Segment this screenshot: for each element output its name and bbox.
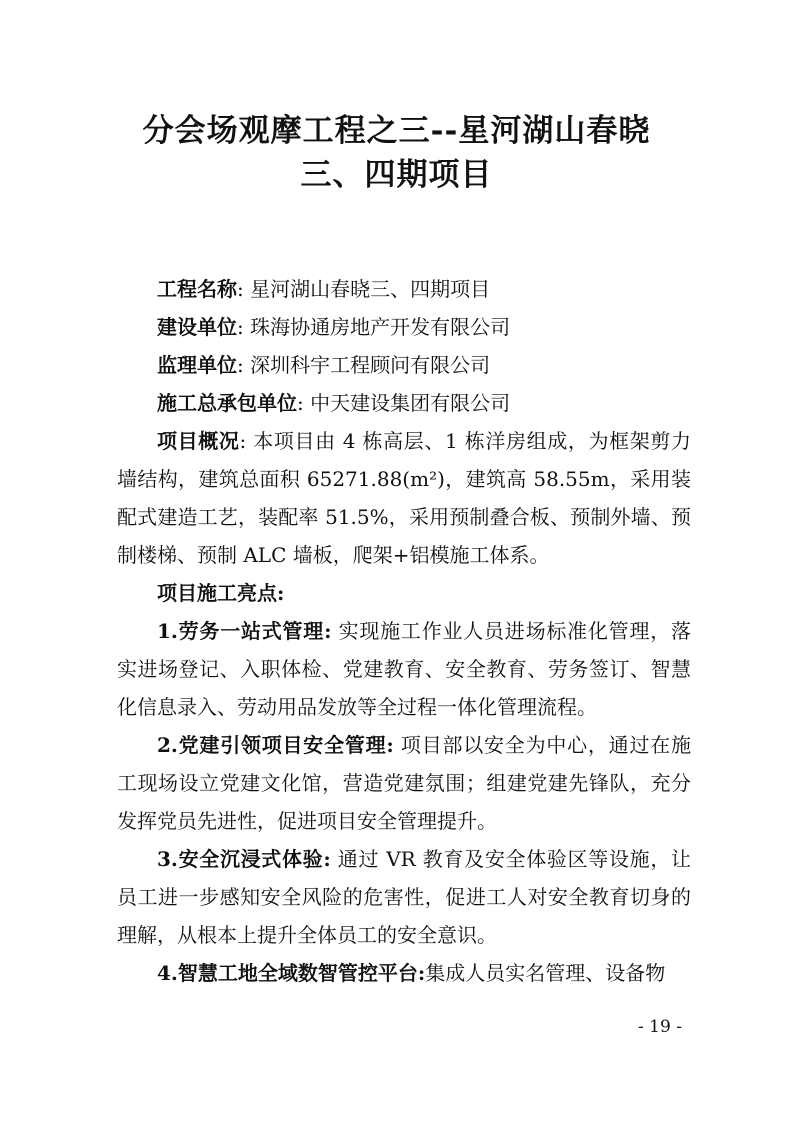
- highlight-4-label: 4.智慧工地全域数智管控平台:: [157, 961, 426, 985]
- highlight-item-3: [117, 840, 691, 954]
- page-number: - 19 -: [638, 1017, 682, 1037]
- overview-text: : 本项目由 4 栋高层、1 栋洋房组成，为框架剪力墙结构，建筑总面积 65271.88(m²)，建筑高 58.55m，采用装配式建造工艺，装配率 51.5%，采用预制叠合板、预制外墙、预制楼梯、预制 ALC 墙板，爬架+铝模施工体系。: [117, 429, 692, 567]
- project-name-value: : 星河湖山春晓三、四期项目: [237, 277, 491, 301]
- contractor-line: [117, 384, 691, 422]
- developer-value: : 珠海协通房地产开发有限公司: [237, 315, 511, 339]
- contractor-value: : 中天建设集团有限公司: [297, 391, 511, 415]
- highlight-item-1: [117, 612, 691, 726]
- document-body: [117, 270, 691, 992]
- developer-label: 建设单位: [157, 315, 237, 339]
- highlight-4-text: 集成人员实名管理、设备物: [425, 961, 666, 985]
- highlight-1-label: 1.劳务一站式管理:: [157, 619, 332, 643]
- document-title-line-1: 分会场观摩工程之三--星河湖山春晓: [142, 113, 651, 149]
- overview-label: 项目概况: [157, 429, 240, 453]
- project-name-label: 工程名称: [157, 277, 237, 301]
- highlights-heading: 项目施工亮点:: [157, 581, 285, 605]
- supervisor-line: [117, 346, 691, 384]
- supervisor-label: 监理单位: [157, 353, 237, 377]
- supervisor-value: : 深圳科宇工程顾问有限公司: [237, 353, 491, 377]
- overview-paragraph: [117, 422, 691, 574]
- contractor-label: 施工总承包单位: [157, 391, 297, 415]
- highlight-1-text: 实现施工作业人员进场标准化管理，落实进场登记、入职体检、党建教育、安全教育、劳务签订、智慧化信息录入、劳动用品发放等全过程一体化管理流程。: [117, 619, 692, 719]
- document-title-line-2: 三、四期项目: [300, 157, 493, 193]
- highlight-3-label: 3.安全沉浸式体验:: [157, 847, 331, 871]
- highlight-2-text: 项目部以安全为中心，通过在施工现场设立党建文化馆，营造党建氛围；组建党建先锋队，充分发挥党员先进性，促进项目安全管理提升。: [117, 733, 692, 833]
- developer-line: [117, 308, 691, 346]
- highlight-item-2: [117, 726, 691, 840]
- highlight-2-label: 2.党建引领项目安全管理:: [157, 733, 394, 757]
- highlight-item-4: [117, 954, 691, 992]
- project-name-line: [117, 270, 691, 308]
- highlight-3-text: 通过 VR 教育及安全体验区等设施，让员工进一步感知安全风险的危害性，促进工人对安全教育切身的理解，从根本上提升全体员工的安全意识。: [117, 847, 692, 947]
